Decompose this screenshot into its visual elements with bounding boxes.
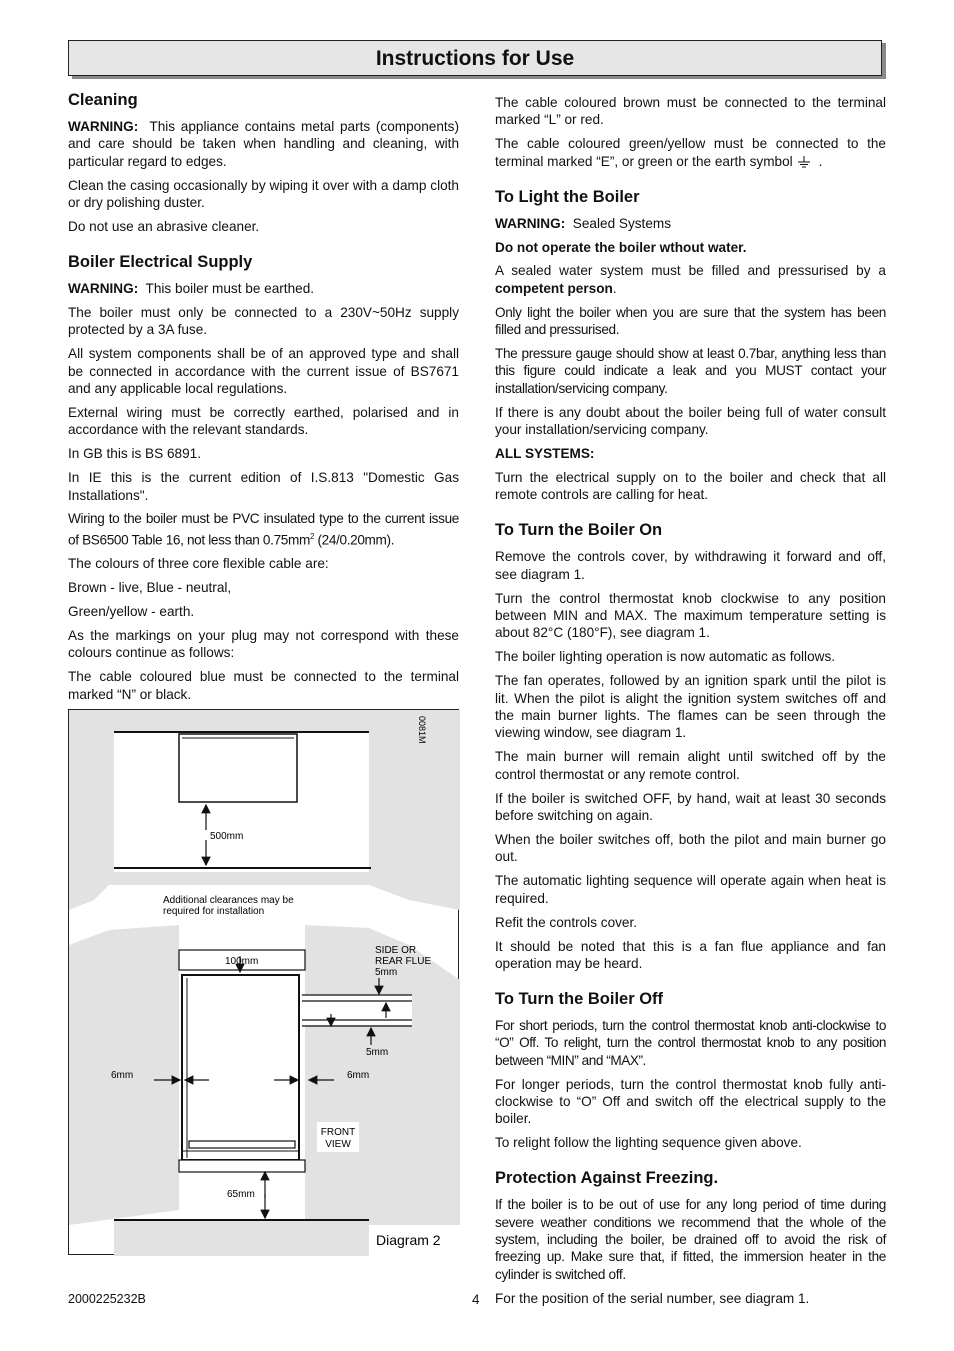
warning-label: WARNING: [68,280,139,296]
diagram-caption: Diagram 2 [376,1232,441,1248]
dim-65mm: 65mm [227,1189,255,1200]
paragraph: If the boiler is switched OFF, by hand, wait at least 30 seconds before switching on again. [495,790,886,824]
light-boiler-heading: To Light the Boiler [495,187,640,206]
text: . [818,153,823,169]
front-view-label-2: VIEW [325,1139,351,1150]
paragraph: When the boiler switches off, both the pilot and main burner go out. [495,832,886,865]
boiler-base-strip [189,1141,295,1148]
paragraph: If there is any doubt about the boiler being full of water consult your installation/servicing company. [495,404,886,438]
flue-label-2: REAR FLUE [375,956,432,967]
paragraph: Turn the control thermostat knob clockwise to any position between MIN and MAX. The maximum temperature setting is about 82°C (180°F), see diagram 1. [495,590,886,641]
turn-on-heading: To Turn the Boiler On [495,521,663,540]
electrical-supply-heading: Boiler Electrical Supply [68,252,253,271]
paragraph: Clean the casing occasionally by wiping it over with a damp cloth or dry polishing duster. [68,177,459,211]
left-column [68,90,459,710]
superscript: 2 [309,531,315,541]
boiler-front [182,975,299,1160]
paragraph: In IE this is the current edition of I.S.813 "Domestic Gas Installations". [68,470,459,503]
warning-label: WARNING: [68,119,139,134]
paragraph: Do not use an abrasive cleaner. [68,219,260,235]
paragraph: As the markings on your plug may not correspond with these colours continue as follows: [68,627,459,661]
text: (24/0.20mm). [314,532,395,548]
right-column [495,94,886,1314]
text: Wiring to the boiler must be PVC insulated type to the current issue of BS6500 Table 16, not less than 0.75mm [68,511,459,548]
paragraph: For longer periods, turn the control thermostat knob fully anti-clockwise to “O” Off and switch off the electrical supply to the boiler. [495,1076,886,1127]
paragraph: External wiring must be correctly earthed, polarised and in accordance with the relevant standards. [68,404,459,438]
warning-label: WARNING: [495,215,566,231]
upper-cabinet [179,734,297,802]
dim-6mm-right: 6mm [347,1070,370,1081]
text: The cable coloured green/yellow must be connected to the terminal marked “E”, or green or the earth symbol [495,136,886,169]
paragraph [495,262,886,297]
paragraph: Green/yellow - earth. [68,604,195,620]
paragraph: To relight follow the lighting sequence given above. [495,1135,802,1151]
paragraph: The fan operates, followed by an ignition spark until the pilot is lit. When the pilot is alight the ignition system switches off and the main burner lights. The flames can be seen through the viewing window, see diagram 1. [495,673,886,741]
text: . [612,280,617,296]
dim-500mm: 500mm [210,831,244,842]
paragraph: In GB this is BS 6891. [68,446,201,462]
clearance-note-line2: required for installation [163,906,265,917]
all-systems-label: ALL SYSTEMS: [495,446,595,462]
paragraph: Turn the electrical supply on to the boiler and check that all remote controls are calling for heat. [495,470,886,503]
paragraph: For short periods, turn the control thermostat knob anti-clockwise to “O” Off. To relight, turn the control thermostat knob to any position between “MIN” and “MAX”. [495,1017,886,1068]
cleaning-heading: Cleaning [68,91,138,109]
dim-5mm: 5mm [366,1047,389,1058]
freezing-heading: Protection Against Freezing. [495,1169,719,1188]
document-code: 2000225232B [68,1292,146,1306]
diagram-drawing [69,710,460,1256]
paragraph: The boiler lighting operation is now automatic as follows. [495,649,836,665]
turn-off-heading: To Turn the Boiler Off [495,989,664,1008]
earth-symbol-icon [797,156,811,168]
flue-label-1: SIDE OR [375,945,417,956]
warning-text: This appliance contains metal parts (components) and care should be taken when handling and cleaning, with particular regard to edges. [68,119,460,169]
paragraph: All system components shall be of an approved type and shall be connected in accordance with the current issue of BS7671 and any applicable local regulations. [68,346,459,396]
paragraph: Brown - live, Blue - neutral, [68,580,232,596]
dim-6mm-left: 6mm [111,1070,134,1081]
paragraph: For the position of the serial number, see diagram 1. [495,1290,810,1306]
page-title-bar [68,40,882,76]
paragraph: The colours of three core flexible cable are: [68,556,329,572]
bold-line: Do not operate the boiler wthout water. [495,239,747,255]
paragraph [495,135,886,170]
paragraph [68,510,459,548]
clearance-diagram [68,709,459,1255]
diagram-code: 0081M [417,716,427,744]
paragraph: Remove the controls cover, by withdrawing it forward and off, see diagram 1. [495,549,886,582]
flue-label-3: 5mm [375,967,398,978]
text: A sealed water system must be filled and pressurised by a [495,263,886,279]
paragraph: The pressure gauge should show at least 0.7bar, anything less than this figure could indicate a leak and you MUST contact your installation/servicing company. [495,346,886,396]
paragraph: The main burner will remain alight until switched off by the control thermostat or any remote control. [495,749,886,782]
paragraph: Only light the boiler when you are sure that the system has been filled and pressurised. [495,304,886,338]
paragraph: The boiler must only be connected to a 230V~50Hz supply protected by a 3A fuse. [68,304,459,338]
supply-warning [68,280,459,297]
cleaning-warning [68,118,459,170]
paragraph: The cable coloured brown must be connected to the terminal marked “L” or red. [495,95,886,128]
paragraph: It should be noted that this is a fan flue appliance and fan operation may be heard. [495,938,886,971]
dim-100mm: 100mm [225,956,259,967]
clearance-note-line1: Additional clearances may be [163,895,294,906]
page-number: 4 [472,1292,480,1307]
paragraph: The automatic lighting sequence will operate again when heat is required. [495,873,886,906]
paragraph: Refit the controls cover. [495,914,638,930]
light-warning [495,215,886,232]
page-title: Instructions for Use [375,47,575,70]
warning-text: Sealed Systems [572,215,672,231]
front-view-label-1: FRONT [320,1127,356,1138]
warning-text: This boiler must be earthed. [145,280,315,296]
paragraph: If the boiler is to be out of use for any long period of time during severe weather conditions we recommend that the whole of the system, including the boiler, be drained off to avoid the risk of freezing up. Make sure that, if fitted, the immersion heater in the cylinder is switched off. [495,1197,886,1282]
text: competent person [495,280,613,296]
paragraph: The cable coloured blue must be connected to the terminal marked “N” or black. [68,669,459,702]
